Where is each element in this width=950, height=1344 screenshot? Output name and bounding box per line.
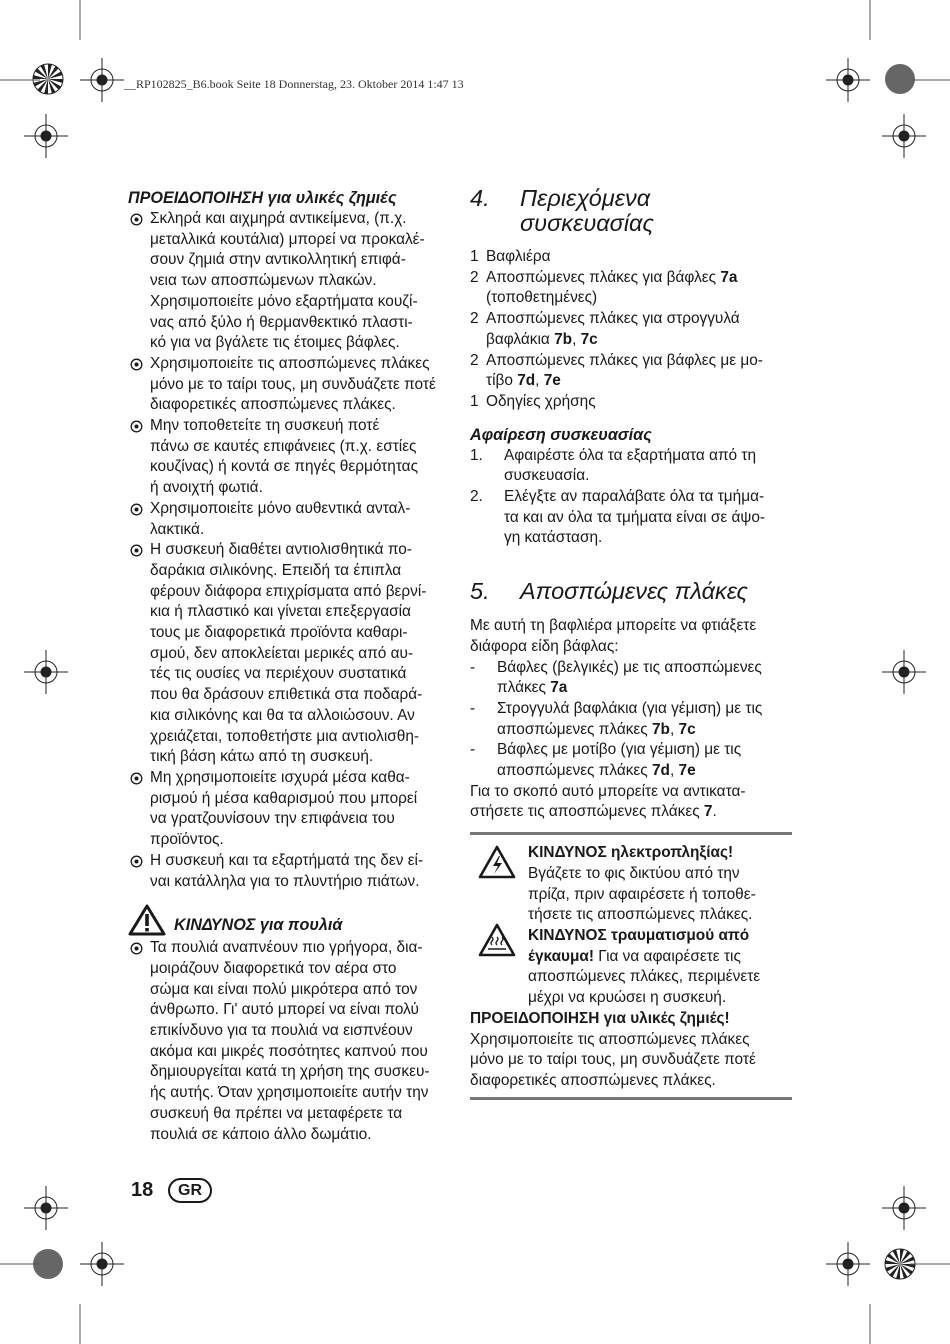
text-line: μόνο με το ταίρι τους, μη συνδυάζετε ποτέ <box>150 375 436 393</box>
text-line: ρισμού ή μέσα καθαρισμού που μπορεί <box>150 789 418 807</box>
type-text: Βάφλες με μοτίβο (για γέμιση) με τις <box>497 741 742 759</box>
text-run: , <box>572 330 581 348</box>
text-line: κια σιλικόνης και θα τα αλλοιώσουν. Αν <box>150 706 415 724</box>
section-5-intro <box>470 616 792 657</box>
contents-label <box>486 247 792 268</box>
warning-bullet <box>128 499 454 540</box>
step-text: τα και αν όλα τα τμήματα είναι σε άψο- <box>504 508 766 526</box>
bullet-icon <box>130 855 143 868</box>
text-line: σμού, δεν αποκλείεται μερικές από αυ- <box>150 644 414 662</box>
text-run: βαφλάκια <box>486 330 555 348</box>
step-text: γη κατάσταση. <box>504 529 603 547</box>
text-line: σουν ζημιά στην αντικολλητική επιφά- <box>150 251 406 269</box>
contents-quantity: 2 <box>470 268 479 286</box>
text-line: Τα πουλιά αναπνέουν πιο γρήγορα, δια- <box>150 939 423 957</box>
contents-item <box>470 351 792 392</box>
section-5-title: Αποσπώμενες πλάκες <box>520 578 748 605</box>
bullet-icon <box>130 213 143 226</box>
contents-item <box>470 309 792 350</box>
danger-line <box>528 905 792 926</box>
waffle-type-item <box>470 699 792 740</box>
type-text <box>497 720 792 741</box>
text-line: νας από ξύλο ή θερμανθεκτικό πλαστι- <box>150 313 413 331</box>
outro-line <box>470 782 792 803</box>
danger-box <box>470 835 792 1009</box>
text-run: . <box>712 803 717 821</box>
text-run: (τοποθετημένες) <box>486 289 598 307</box>
package-contents-list <box>470 247 792 413</box>
text-line: τους με διαφορετικά προϊόντα καθαρι- <box>150 624 408 642</box>
text-run: , <box>669 762 679 780</box>
warning-line: μόνο με το ταίρι τους, μη συνδυάζετε ποτέ <box>470 1051 756 1069</box>
crosshair-mark <box>826 1242 870 1286</box>
warning-bullet <box>128 209 454 354</box>
text-line: δαράκια σιλικόνης. Επειδή τα έπιπλα <box>150 561 402 579</box>
text-run: τήσετε τις αποσπώμενες πλάκες. <box>528 906 753 924</box>
text-line: κουζίνας) ή κοντά σε πηγές θερμότητας <box>150 458 418 476</box>
text-run: πλάκες <box>497 679 551 697</box>
material-damage-warning-title: ΠΡΟΕΙΔΟΠΟΙΗΣΗ για υλικές ζημιές <box>128 189 397 207</box>
warning-triangle-icon <box>128 904 166 936</box>
text-line: κια ή πλαστικό και γίνεται επεξεργασία <box>150 603 411 621</box>
text-line: ακόμα και μικρές ποσότητες καπνού που <box>150 1042 428 1060</box>
contents-label-cont <box>486 288 792 309</box>
unpack-step <box>470 487 792 549</box>
material-damage-warning-title-2: ΠΡΟΕΙΔΟΠΟΙΗΣΗ για υλικές ζημιές! <box>470 1009 730 1027</box>
crosshair-mark <box>24 114 68 158</box>
section-5-number: 5. <box>470 578 490 605</box>
danger-line <box>528 967 792 988</box>
text-line: επικίνδυνο για τα πουλιά να εισπνέουν <box>150 1022 413 1040</box>
contents-item <box>470 247 792 268</box>
contents-quantity: 1 <box>470 248 479 265</box>
crosshair-mark <box>882 1186 926 1230</box>
bullet-icon <box>130 942 143 955</box>
text-line: λακτικά. <box>150 520 205 538</box>
intro-line: Με αυτή τη βαφλιέρα μπορείτε να φτιάξετε <box>470 617 757 635</box>
section-4-title-line1: Περιεχόμενα <box>520 185 651 211</box>
language-badge: GR <box>168 1178 212 1203</box>
text-line: διαφορετικές αποσπώμενες πλάκες. <box>150 396 396 414</box>
electric-shock-icon <box>478 845 516 879</box>
contents-label <box>486 268 792 289</box>
text-line: χρειάζεται, τοποθετήστε μια αντιολισθη- <box>150 727 420 745</box>
bold-ref: 7d <box>517 372 536 390</box>
section-4-heading <box>470 186 792 236</box>
contents-quantity: 2 <box>470 310 479 328</box>
text-line: πουλιά σε κάποιο άλλο δωμάτιο. <box>150 1125 372 1143</box>
text-run: Αποσπώμενες πλάκες για βάφλες <box>486 268 721 286</box>
bullet-icon <box>130 503 143 516</box>
bullet-icon <box>130 420 143 433</box>
text-line: προϊόντος. <box>150 831 224 849</box>
dash-marker: - <box>470 741 476 759</box>
text-line: μεταλλικά κουτάλια) μπορεί να προκαλέ- <box>150 230 425 248</box>
left-column <box>128 188 454 1145</box>
text-run: Οδηγίες χρήσης <box>486 392 596 410</box>
star-target-mark <box>885 64 915 94</box>
bold-ref: ΚΙΝΔΥΝΟΣ τραυματισμού από <box>528 926 750 944</box>
bullet-icon <box>130 544 143 557</box>
danger-line <box>528 947 792 968</box>
birds-danger-title: ΚΙΝΔΥΝΟΣ για πουλιά <box>174 916 343 935</box>
bullet-icon <box>130 358 143 371</box>
text-line: ή ανοιχτή φωτιά. <box>150 479 263 497</box>
text-run: Βαφλιέρα <box>486 248 551 265</box>
text-line: μοιράζουν διαφορετικά τον αέρα στο <box>150 959 397 977</box>
unpack-step <box>470 446 792 487</box>
type-text: Στρογγυλά βαφλάκια (για γέμιση) με τις <box>497 699 763 717</box>
text-line: Χρησιμοποιείτε τις αποσπώμενες πλάκες <box>150 354 430 372</box>
text-line: Μην τοποθετείτε τη συσκευή ποτέ <box>150 417 380 435</box>
danger-line <box>528 864 792 885</box>
warning-line: διαφορετικές αποσπώμενες πλάκες. <box>470 1071 716 1089</box>
waffle-type-item <box>470 658 792 699</box>
dash-marker: - <box>470 658 476 676</box>
text-line: κό για να βγάλετε τις έτοιμες βάφλες. <box>150 334 400 352</box>
danger-line <box>528 988 792 1009</box>
crosshair-mark <box>80 1242 124 1286</box>
unpacking-title: Αφαίρεση συσκευασίας <box>470 425 652 444</box>
section-5-heading <box>470 579 792 604</box>
text-run: τίβο <box>486 372 518 390</box>
type-text <box>497 761 792 782</box>
type-text: Βάφλες (βελγικές) με τις αποσπώμενες <box>497 658 762 676</box>
crosshair-mark <box>882 114 926 158</box>
text-run: πρίζα, πριν αφαιρέσετε ή τοποθε- <box>528 885 756 903</box>
bold-ref: 7c <box>580 330 598 348</box>
text-line: ναι κατάλληλα για το πλυντήριο πιάτων. <box>150 872 420 890</box>
text-run: αποσπώμενες πλάκες <box>497 762 652 780</box>
contents-item <box>470 268 792 309</box>
crosshair-mark <box>882 650 926 694</box>
unpacking-steps <box>470 446 792 550</box>
step-text: Αφαιρέστε όλα τα εξαρτήματα από τη <box>504 446 757 464</box>
right-column <box>470 186 792 1100</box>
star-target-mark <box>33 64 63 94</box>
text-run: Για να αφαιρέσετε τις <box>594 947 741 965</box>
bold-ref: 7a <box>720 268 738 286</box>
contents-label <box>486 392 792 413</box>
page-number: 18 <box>131 1179 154 1201</box>
crosshair-mark <box>24 650 68 694</box>
intro-line: διάφορα είδη βάφλας: <box>470 637 619 655</box>
contents-label <box>486 351 792 372</box>
crosshair-mark <box>24 1186 68 1230</box>
contents-quantity: 1 <box>470 392 479 410</box>
bullet-icon <box>130 772 143 785</box>
bold-ref: 7e <box>543 372 561 390</box>
step-number: 2. <box>470 488 483 506</box>
waffle-type-item <box>470 740 792 781</box>
bold-ref: 7b <box>651 720 670 738</box>
text-line: που θα δράσουν επιθετικά στα ποδαρά- <box>150 686 423 704</box>
waffle-types-list <box>470 658 792 782</box>
hot-surface-icon <box>478 923 516 957</box>
birds-danger-heading <box>128 904 454 936</box>
bold-ref: 7e <box>678 762 696 780</box>
dash-marker: - <box>470 699 476 717</box>
text-line: φέρουν διάφορα επιχρίσματα από βερνί- <box>150 582 427 600</box>
text-line: σώμα και είναι πολύ μικρότερα από τον <box>150 980 418 998</box>
warning-bullet <box>128 851 454 892</box>
contents-item <box>470 392 792 413</box>
bold-ref: 7c <box>678 720 696 738</box>
step-text: συσκευασία. <box>504 467 590 485</box>
text-run: αποσπώμενες πλάκες <box>497 720 652 738</box>
text-line: συσκευή θα πρέπει να μεταφέρετε τα <box>150 1104 403 1122</box>
step-number: 1. <box>470 446 483 464</box>
text-line: τική βάση κάτω από τη συσκευή. <box>150 748 374 766</box>
danger-line <box>528 926 792 947</box>
contents-label-cont <box>486 371 792 392</box>
warning-bullet <box>128 540 454 768</box>
material-damage-warning-text <box>470 1030 792 1092</box>
text-run: Για το σκοπό αυτό μπορείτε να αντικατα- <box>470 782 746 800</box>
text-line: πάνω σε καυτές επιφάνειες (π.χ. εστίες <box>150 437 417 455</box>
text-line: τές τις ουσίες να περιέχουν συστατικά <box>150 665 407 683</box>
print-header: __RP102825_B6.book Seite 18 Donnerstag, 23. Oktober 2014 1:47 13 <box>124 77 464 91</box>
section-4-number: 4. <box>470 185 490 211</box>
danger-line <box>528 843 792 864</box>
outro-line <box>470 802 792 823</box>
bottom-rule <box>470 1097 792 1100</box>
text-line: Η συσκευή διαθέτει αντιολισθητικά πο- <box>150 541 412 559</box>
text-line: άνθρωπο. Γι' αυτό μπορεί να είναι πολύ <box>150 1001 419 1019</box>
text-run: , <box>669 720 679 738</box>
section-5-outro <box>470 782 792 823</box>
text-line: νεια των αποσπώμενων πλακών. <box>150 272 377 290</box>
contents-label <box>486 309 792 330</box>
bold-ref: 7b <box>554 330 573 348</box>
text-line: δημιουργείται κατά τη χρήση της συσκευ- <box>150 1063 430 1081</box>
text-run: Αποσπώμενες πλάκες για βάφλες με μο- <box>486 351 763 369</box>
text-line: Η συσκευή και τα εξαρτήματά της δεν εί- <box>150 851 424 869</box>
warning-line: Χρησιμοποιείτε τις αποσπώμενες πλάκες <box>470 1030 750 1048</box>
text-run: στήσετε τις αποσπώμενες πλάκες <box>470 803 704 821</box>
text-run: Βγάζετε το φις δικτύου από την <box>528 864 740 882</box>
text-line: Σκληρά και αιχμηρά αντικείμενα, (π.χ. <box>150 210 407 227</box>
bold-ref: ΚΙΝΔΥΝΟΣ ηλεκτροπληξίας! <box>528 844 734 862</box>
bold-ref: 7 <box>703 803 713 821</box>
crosshair-mark <box>80 58 124 102</box>
warning-bullet <box>128 768 454 851</box>
text-run: μέχρι να κρυώσει η συσκευή. <box>528 989 727 1007</box>
text-line: Χρησιμοποιείτε μόνο εξαρτήματα κουζί- <box>150 292 418 310</box>
warning-bullet-list <box>128 209 454 892</box>
text-line: ής αυτής. Όταν χρησιμοποιείτε αυτήν την <box>150 1084 429 1102</box>
text-run: αποσπώμενες πλάκες, περιμένετε <box>528 968 761 986</box>
bold-ref: 7a <box>550 679 568 697</box>
warning-bullet <box>128 354 454 416</box>
contents-quantity: 2 <box>470 351 479 369</box>
crosshair-mark <box>826 58 870 102</box>
step-text: Ελέγξτε αν παραλάβατε όλα τα τμήμα- <box>504 488 765 506</box>
section-4-title-line2: συσκευασίας <box>520 210 654 236</box>
text-line: Μη χρησιμοποιείτε ισχυρά μέσα καθα- <box>150 768 410 786</box>
text-run: Αποσπώμενες πλάκες για στρογγυλά <box>486 310 740 328</box>
warning-bullet <box>128 416 454 499</box>
contents-label-cont <box>486 330 792 351</box>
type-text <box>497 678 792 699</box>
bold-ref: έγκαυμα! <box>528 947 594 965</box>
birds-danger-bullet <box>128 938 454 1145</box>
text-line: Χρησιμοποιείτε μόνο αυθεντικά ανταλ- <box>150 499 411 517</box>
text-run: , <box>535 372 544 390</box>
danger-line <box>528 885 792 906</box>
bold-ref: 7d <box>651 762 670 780</box>
text-line: να γρατζουνίσουν την επιφάνεια του <box>150 810 395 828</box>
